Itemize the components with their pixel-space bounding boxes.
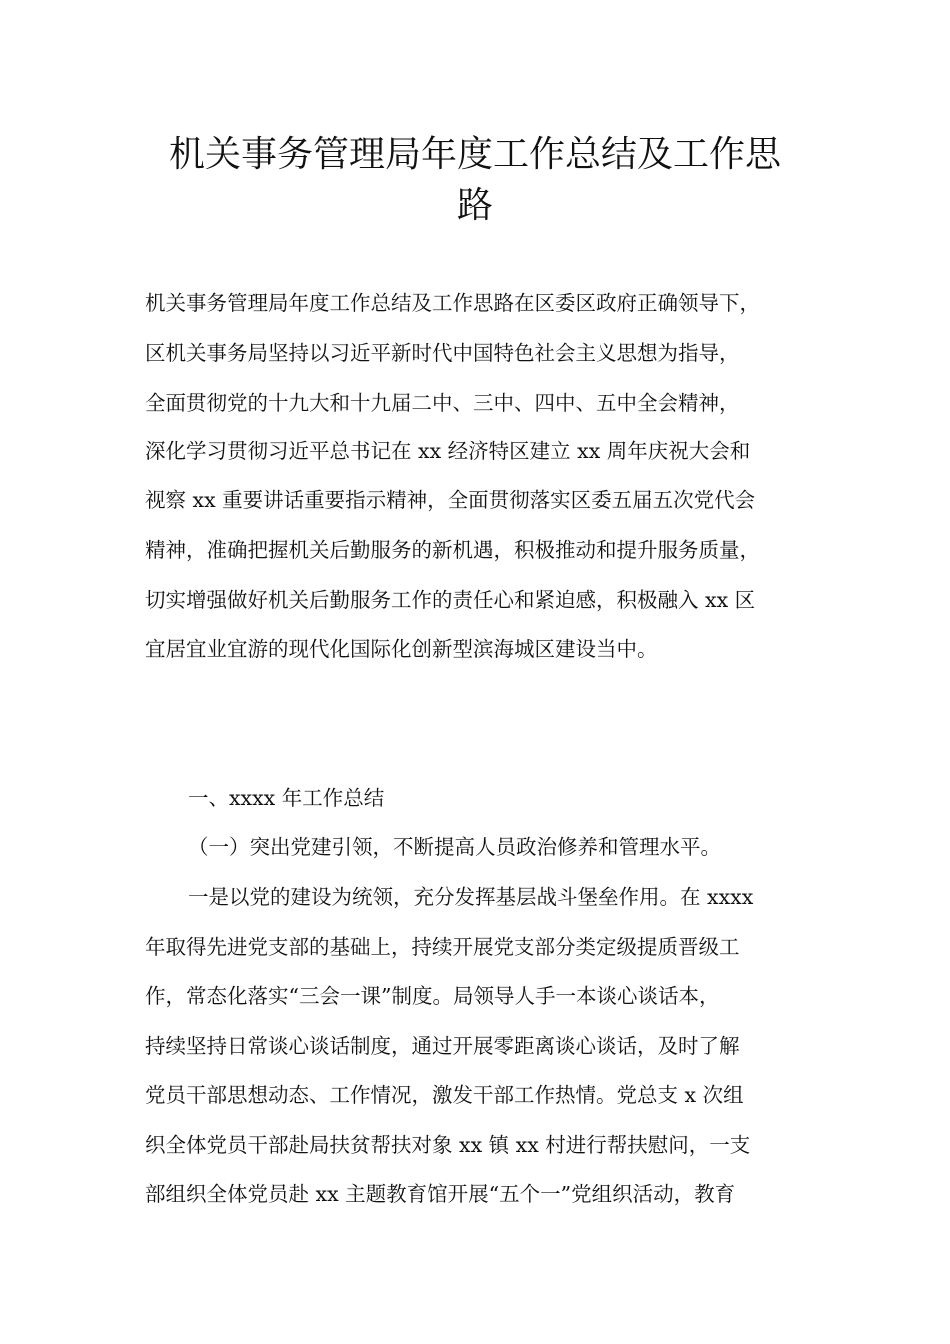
body-line-5: 党员干部思想动态、工作情况，激发干部工作热情。党总支 x 次组 <box>145 1083 744 1107</box>
document-title-line-2: 路 <box>456 185 493 226</box>
intro-line-1: 机关事务管理局年度工作总结及工作思路在区委区政府正确领导下， <box>145 291 760 315</box>
body-line-6: 织全体党员干部赴局扶贫帮扶对象 xx 镇 xx 村进行帮扶慰问，一支 <box>145 1133 751 1157</box>
intro-line-2: 区机关事务局坚持以习近平新时代中国特色社会主义思想为指导， <box>145 341 740 365</box>
intro-line-8: 宜居宜业宜游的现代化国际化创新型滨海城区建设当中。 <box>145 637 658 661</box>
intro-line-7: 切实增强做好机关后勤服务工作的责任心和紧迫感，积极融入 xx 区 <box>145 588 756 612</box>
intro-line-6: 精神，准确把握机关后勤服务的新机遇，积极推动和提升服务质量， <box>145 538 760 562</box>
intro-line-4: 深化学习贯彻习近平总书记在 xx 经济特区建立 xx 周年庆祝大会和 <box>145 439 751 463</box>
subsection-heading: （一）突出党建引领，不断提高人员政治修养和管理水平。 <box>188 835 721 859</box>
body-line-2: 年取得先进党支部的基础上，持续开展党支部分类定级提质晋级工 <box>145 935 740 959</box>
body-line-3: 作，常态化落实“三会一课”制度。局领导人手一本谈心谈话本， <box>145 984 720 1008</box>
intro-line-3: 全面贯彻党的十九大和十九届二中、三中、四中、五中全会精神， <box>145 391 740 415</box>
intro-line-5: 视察 xx 重要讲话重要指示精神，全面贯彻落实区委五届五次党代会 <box>145 488 756 512</box>
body-line-1: 一是以党的建设为统领，充分发挥基层战斗堡垒作用。在 xxxx <box>188 885 754 909</box>
document-title-line-1: 机关事务管理局年度工作总结及工作思 <box>168 134 781 175</box>
body-line-4: 持续坚持日常谈心谈话制度，通过开展零距离谈心谈话，及时了解 <box>145 1034 740 1058</box>
body-line-7: 部组织全体党员赴 xx 主题教育馆开展“五个一”党组织活动，教育 <box>145 1182 736 1206</box>
section-heading: 一、xxxx 年工作总结 <box>188 786 385 810</box>
